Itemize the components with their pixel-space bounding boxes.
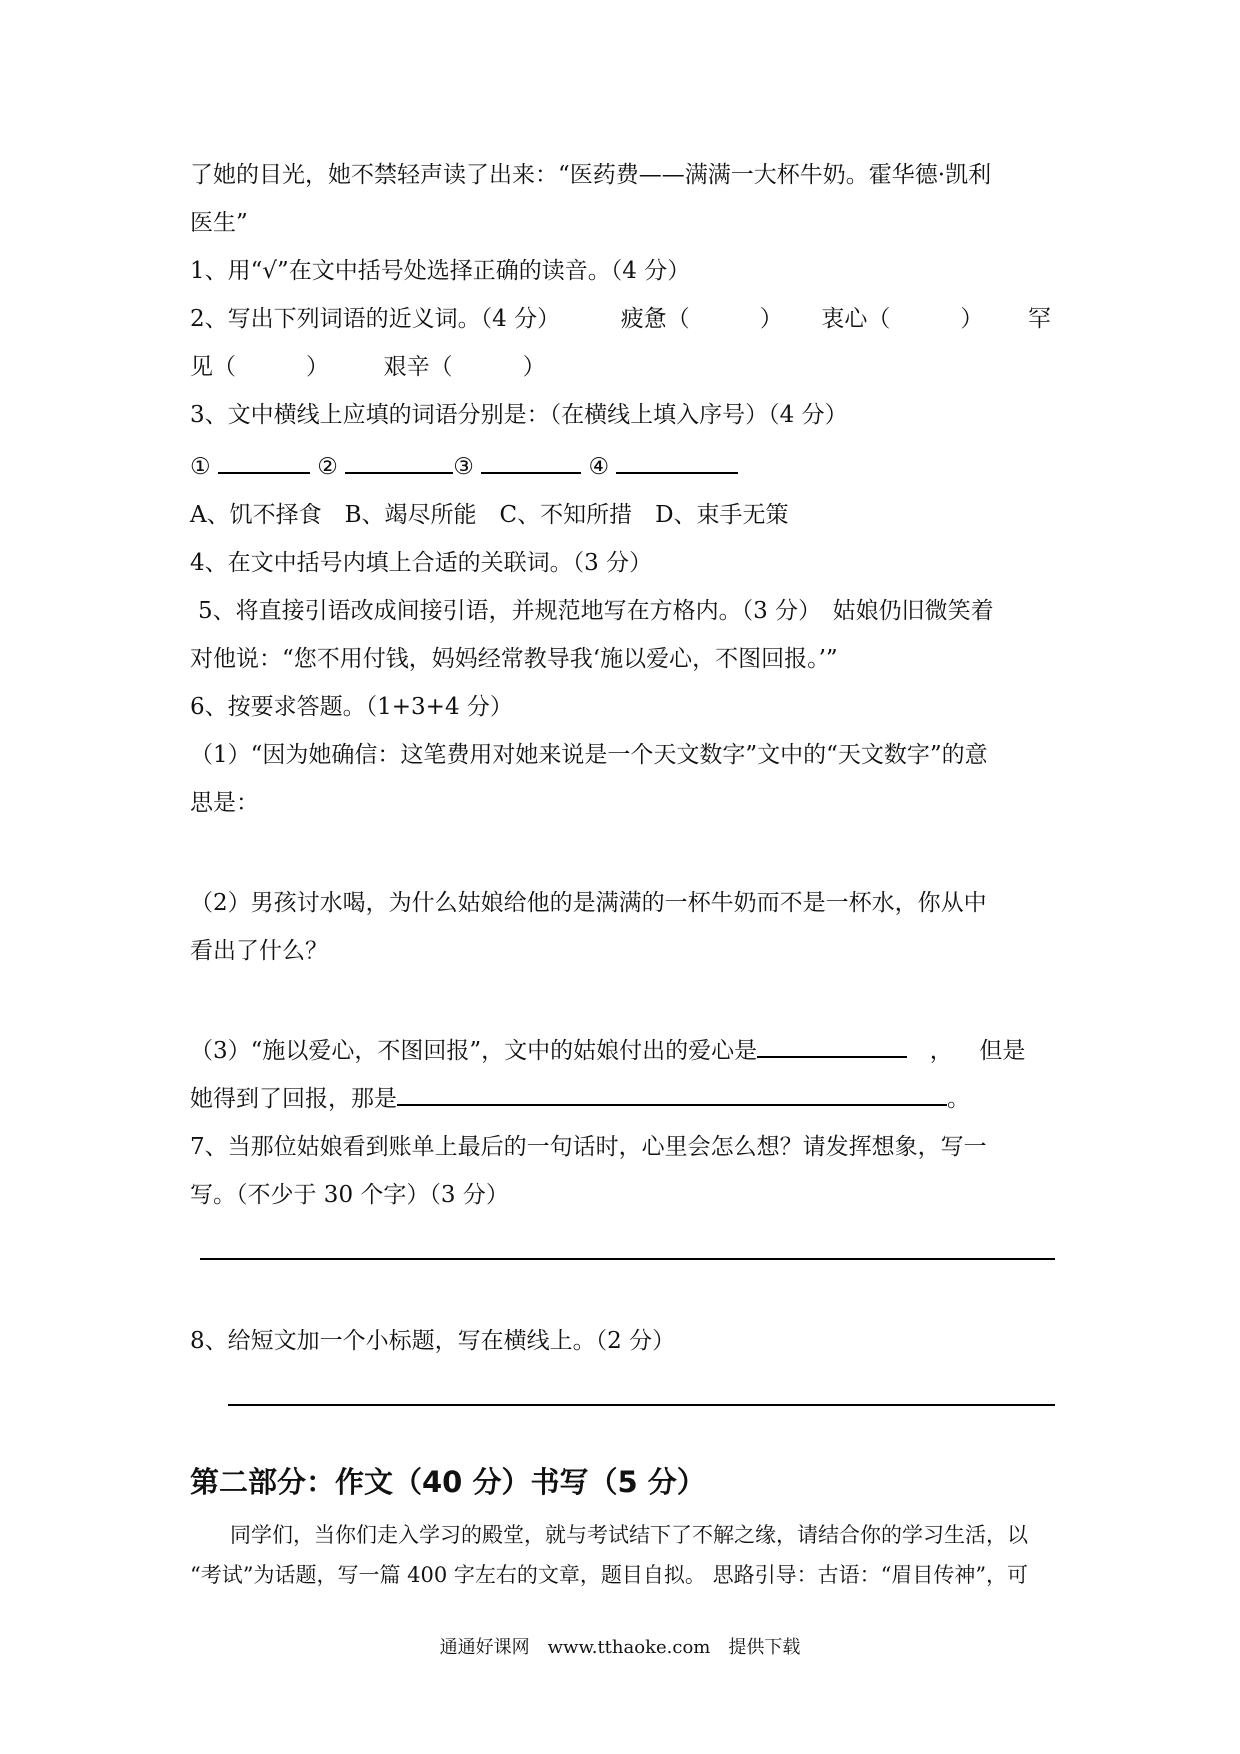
question-3: 3、文中横线上应填的词语分别是：（在横线上填入序号）（4 分） (190, 402, 848, 428)
word-jian: 见（ (190, 354, 236, 380)
section-2-title: 第二部分：作文（40 分）书写（5 分） (190, 1465, 706, 1499)
text-line-1: 了她的目光，她不禁轻声读了出来：“医药费——满满一大杯牛奶。霍华德·凯利 (190, 162, 992, 188)
question-2-cont (190, 352, 1060, 382)
mark-3: ③ (453, 454, 474, 480)
question-3-options: A、饥不择食 B、竭尽所能 C、不知所措 D、束手无策 (190, 502, 789, 528)
question-2 (190, 304, 1060, 334)
question-6-3 (190, 1036, 1060, 1066)
blank-3[interactable] (481, 452, 581, 474)
but-word: 但是 (979, 1038, 1026, 1064)
period: 。 (947, 1086, 970, 1112)
question-6-1-cont: 思是： (190, 790, 259, 816)
word-han: 罕 (1027, 306, 1051, 332)
question-6: 6、按要求答题。（1+3+4 分） (190, 694, 513, 720)
question-4: 4、在文中括号内填上合适的关联词。（3 分） (190, 550, 653, 576)
question-1: 1、用“√”在文中括号处选择正确的读音。（4 分） (190, 258, 691, 284)
mark-1: ① (190, 454, 211, 480)
question-8: 8、给短文加一个小标题，写在横线上。（2 分） (190, 1328, 676, 1354)
answer-line-8[interactable] (228, 1404, 1055, 1406)
question-6-3-cont (190, 1084, 1060, 1114)
word-jianxin: 艰辛（ (383, 354, 453, 380)
essay-prompt-line-2: “考试”为话题，写一篇 400 字左右的文章，题目自拟。 思路引导：古语：“眉目传神”，可 (190, 1563, 1029, 1587)
blank-1[interactable] (218, 452, 310, 474)
blank-2[interactable] (345, 452, 453, 474)
mark-4: ④ (588, 454, 610, 480)
answer-line-7[interactable] (200, 1258, 1055, 1260)
paren-close-1: ） (759, 306, 783, 332)
question-5-cont: 对他说：“您不用付钱，妈妈经常教导我‘施以爱心，不图回报。’” (190, 646, 838, 672)
blank-4[interactable] (616, 452, 738, 474)
page-footer: 通通好课网 www.tthaoke.com 提供下载 (439, 1637, 801, 1658)
question-6-3-stem: （3）“施以爱心，不图回报”，文中的姑娘付出的爱心是 (190, 1038, 758, 1064)
question-6-2-cont: 看出了什么？ (190, 938, 328, 964)
question-6-3-stem-2: 她得到了回报，那是 (190, 1086, 397, 1112)
word-zhongxin: 衷心（ (821, 306, 891, 332)
question-3-blanks (190, 452, 1060, 482)
question-5: 5、将直接引语改成间接引语，并规范地写在方格内。（3 分） 姑娘仍旧微笑着 (198, 598, 994, 624)
blank-6-3-a[interactable] (757, 1036, 907, 1058)
essay-prompt-line-1: 同学们，当你们走入学习的殿堂，就与考试结下了不解之缘，请结合你的学习生活，以 (230, 1523, 1028, 1547)
comma: ， (929, 1038, 953, 1064)
question-6-2: （2）男孩讨水喝，为什么姑娘给他的是满满的一杯牛奶而不是一杯水，你从中 (190, 890, 987, 916)
text-line-2: 医生” (190, 210, 248, 236)
question-7-cont: 写。（不少于 30 个字）（3 分） (190, 1182, 509, 1208)
question-7: 7、当那位姑娘看到账单上最后的一句话时，心里会怎么想？请发挥想象，写一 (190, 1134, 987, 1160)
question-6-1: （1）“因为她确信：这笔费用对她来说是一个天文数字”文中的“天文数字”的意 (190, 742, 988, 768)
paren-close-2: ） (960, 306, 984, 332)
blank-6-3-b[interactable] (397, 1084, 947, 1106)
paren-close-4: ） (522, 354, 546, 380)
question-2-stem: 2、写出下列词语的近义词。（4 分） (190, 306, 561, 332)
word-piji: 疲惫（ (620, 306, 690, 332)
paren-close-3: ） (306, 354, 329, 380)
mark-2: ② (317, 454, 338, 480)
